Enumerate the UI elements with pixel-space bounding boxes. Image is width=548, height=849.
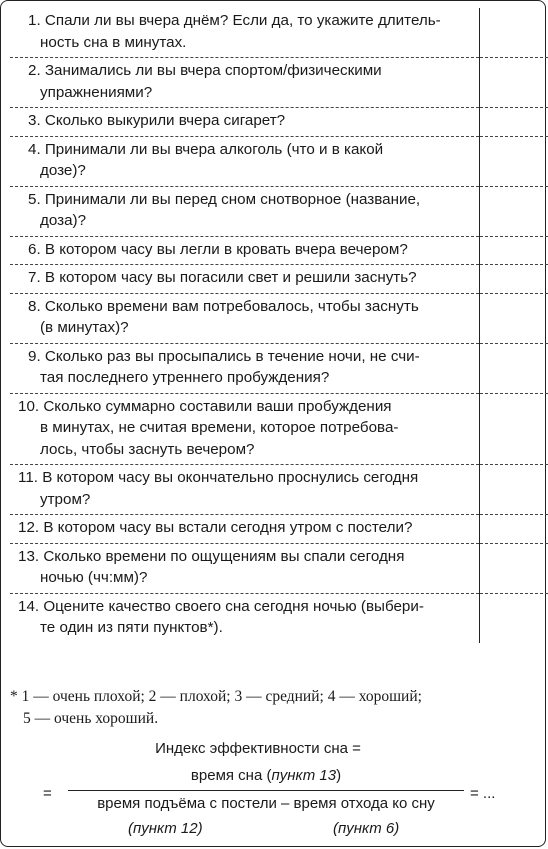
question-line: в минутах, не считая времени, которое потребова- (40, 419, 399, 436)
question-cell (10, 543, 480, 593)
question-line: ночью (чч:мм)? (40, 569, 148, 586)
denominator-source-2: (пункт 6) (333, 820, 400, 837)
question-cell (10, 343, 480, 393)
question-line: те один из пяти пунктов*). (40, 619, 223, 636)
question-line: лось, чтобы заснуть вечером? (40, 440, 255, 458)
question-line: 1. Спали ли вы вчера днём? Если да, то укажите длитель- (28, 12, 441, 29)
equals-sign: = (43, 785, 52, 802)
formula-numerator (68, 767, 464, 784)
question-line: 8. Сколько времени вам потребовалось, чтобы заснуть (28, 297, 419, 315)
sleep-diary-table (10, 8, 548, 643)
result-ellipsis: = ... (470, 785, 496, 802)
table-row (10, 293, 548, 343)
question-line: утром? (40, 490, 91, 508)
question-cell (10, 265, 480, 294)
footnote (10, 686, 538, 730)
answer-cell[interactable] (480, 136, 548, 186)
question-line: 6. В котором часу вы легли в кровать вчера вечером? (28, 240, 408, 258)
answer-cell[interactable] (480, 265, 548, 294)
question-line: 4. Принимали ли вы вчера алкоголь (что и в какой (28, 140, 384, 158)
question-line: (в минутах)? (40, 319, 129, 336)
answer-cell[interactable] (480, 465, 548, 515)
answer-cell[interactable] (480, 108, 548, 137)
table-row (10, 186, 548, 236)
footnote-line: 5 — очень хороший. (23, 710, 159, 727)
question-cell (10, 58, 480, 108)
question-line: 2. Занимались ли вы вчера спортом/физическими (28, 62, 382, 79)
table-row (10, 465, 548, 515)
answer-cell[interactable] (480, 343, 548, 393)
question-line: 14. Оцените качество своего сна сегодня ночью (выбери- (18, 597, 424, 615)
answer-cell[interactable] (480, 543, 548, 593)
question-line: 13. Сколько времени по ощущениям вы спали сегодня (18, 547, 405, 565)
answer-cell[interactable] (480, 593, 548, 643)
question-cell (10, 8, 480, 58)
answer-cell[interactable] (480, 515, 548, 544)
numerator-reference: пункт 13 (271, 767, 337, 784)
table-row (10, 58, 548, 108)
numerator-text: время сна ( (190, 767, 272, 784)
table-row (10, 265, 548, 294)
table-row (10, 515, 548, 544)
question-cell (10, 293, 480, 343)
question-cell (10, 108, 480, 137)
question-cell (10, 393, 480, 465)
answer-cell[interactable] (480, 8, 548, 58)
answer-cell[interactable] (480, 58, 548, 108)
question-line: тая последнего утреннего пробуждения? (40, 369, 330, 386)
fraction-bar (68, 790, 464, 791)
question-cell (10, 593, 480, 643)
table-row (10, 393, 548, 465)
question-cell (10, 136, 480, 186)
question-cell (10, 236, 480, 265)
question-line: 12. В котором часу вы встали сегодня утром с постели? (18, 519, 413, 536)
question-cell (10, 515, 480, 544)
answer-cell[interactable] (480, 293, 548, 343)
table-row (10, 8, 548, 58)
question-cell (10, 465, 480, 515)
formula-title: Индекс эффективности сна = (155, 740, 361, 757)
answer-cell[interactable] (480, 393, 548, 465)
table-row (10, 108, 548, 137)
table-row (10, 343, 548, 393)
question-line: 7. В котором часу вы погасили свет и решили заснуть? (28, 269, 417, 286)
answer-cell[interactable] (480, 236, 548, 265)
table-row (10, 136, 548, 186)
question-line: 3. Сколько выкурили вчера сигарет? (28, 112, 286, 129)
table-row (10, 543, 548, 593)
denominator-source-1: (пункт 12) (128, 820, 203, 837)
numerator-close: ) (336, 767, 342, 784)
question-cell (10, 186, 480, 236)
table-row (10, 236, 548, 265)
formula-denominator: время подъёма с постели – время отхода ко сну (97, 795, 435, 812)
question-line: ность сна в минутах. (40, 33, 187, 51)
answer-cell[interactable] (480, 186, 548, 236)
question-line: доза)? (40, 212, 87, 229)
question-line: 11. В котором часу вы окончательно проснулись сегодня (18, 469, 419, 486)
question-line: упражнениями? (40, 83, 153, 101)
question-line: 10. Сколько суммарно составили ваши пробуждения (18, 397, 392, 415)
footnote-line: * 1 — очень плохой; 2 — плохой; 3 — средний; 4 — хороший; (10, 688, 422, 705)
table-row (10, 593, 548, 643)
question-line: 9. Сколько раз вы просыпались в течение ночи, не счи- (28, 347, 420, 365)
question-line: 5. Принимали ли вы перед сном снотворное (название, (28, 190, 421, 208)
question-line: дозе)? (40, 162, 86, 179)
